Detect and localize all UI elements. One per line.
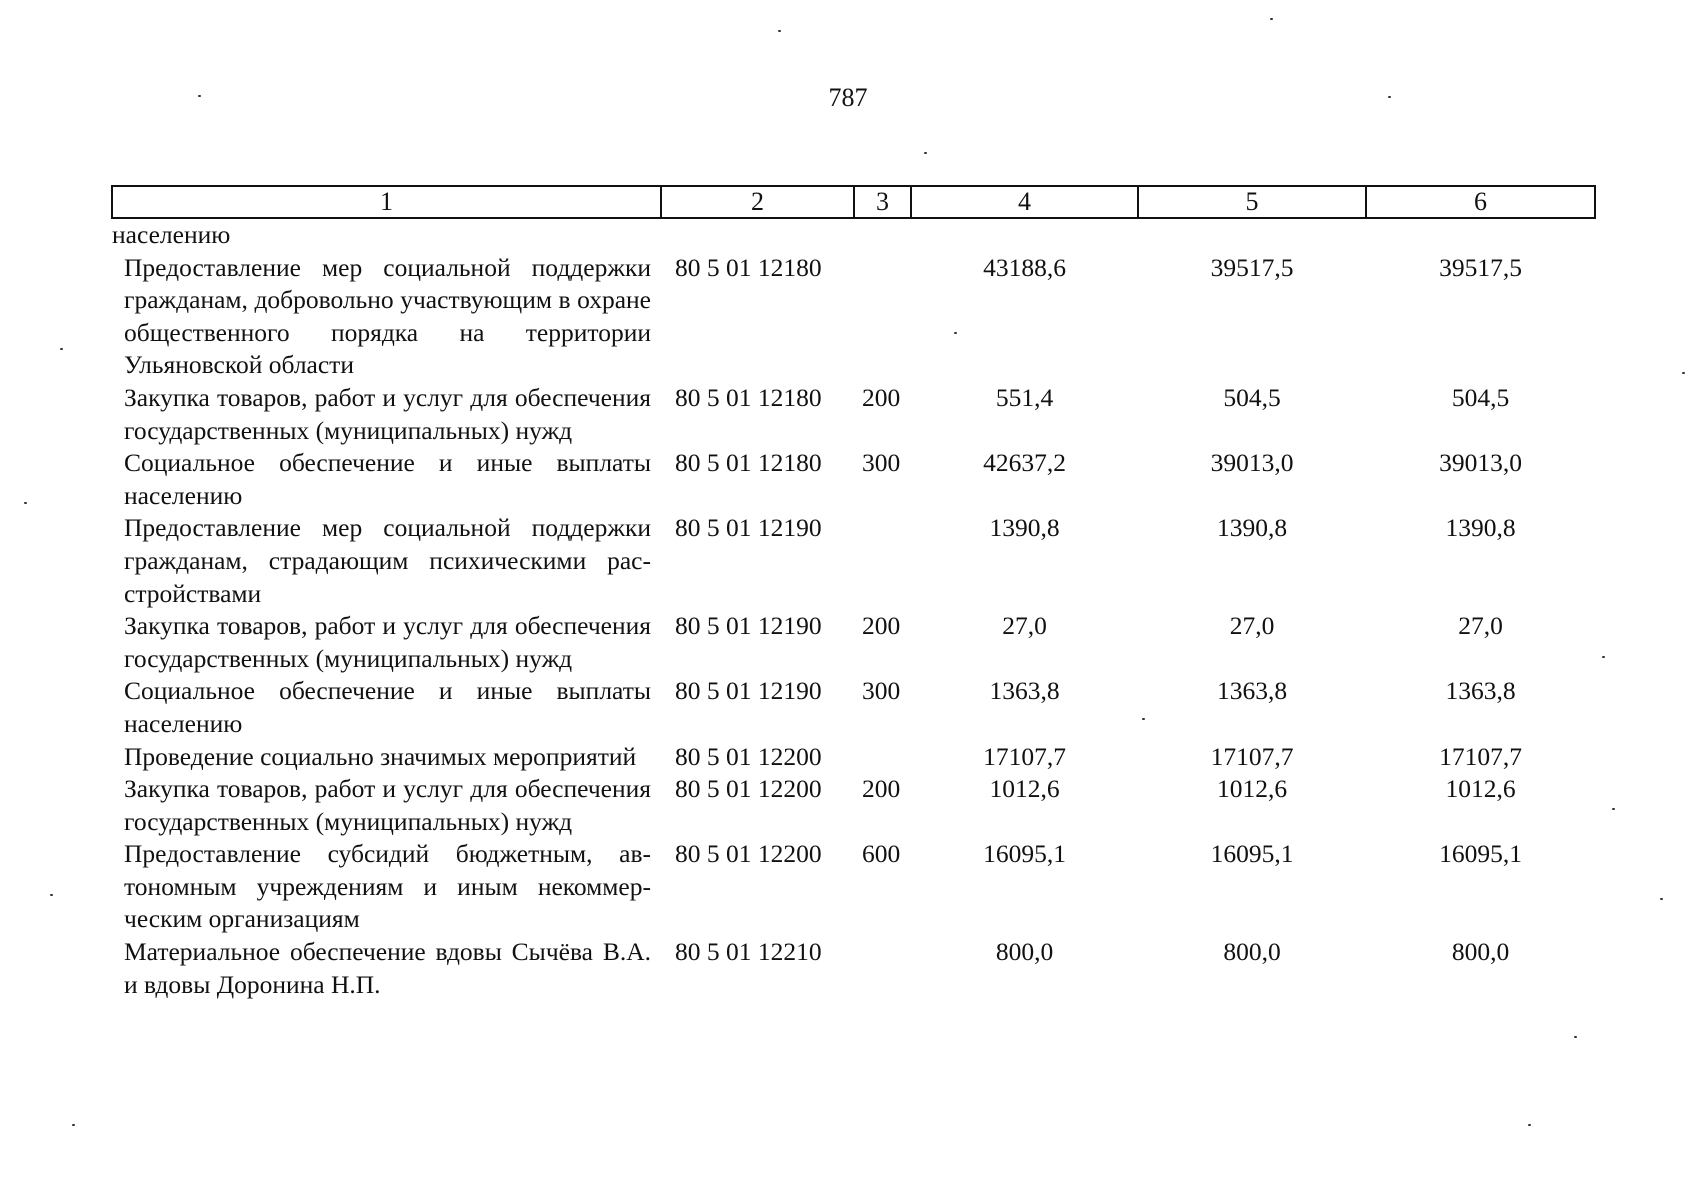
scan-speck xyxy=(198,95,201,97)
row-description: Проведение социально значимых мероприятий xyxy=(124,741,637,771)
row-value-col4: 43188,6 xyxy=(983,252,1066,282)
row-value-col5: 1012,6 xyxy=(1216,774,1288,804)
row-description: Предоставление мер социальной поддержки гражданам, страдающим психическими расстройствами xyxy=(124,513,651,608)
scan-speck xyxy=(1612,808,1615,810)
row-value-col4: 16095,1 xyxy=(983,839,1066,869)
table-row xyxy=(112,218,1595,252)
table-row xyxy=(112,936,1595,1001)
row-value-col5: 16095,1 xyxy=(1210,839,1294,869)
table-row xyxy=(112,773,1595,838)
row-expense-type: 300 xyxy=(862,676,901,706)
row-target-code: 80 5 01 12190 xyxy=(675,611,822,641)
row-target-code: 80 5 01 12200 xyxy=(675,839,822,869)
row-expense-type: 300 xyxy=(862,448,901,478)
header-col-2: 2 xyxy=(661,186,854,218)
scan-speck xyxy=(50,894,53,896)
row-value-col5: 800,0 xyxy=(1223,937,1281,967)
table-row xyxy=(112,610,1595,675)
row-value-col4: 42637,2 xyxy=(983,448,1066,478)
row-target-code: 80 5 01 12210 xyxy=(675,937,822,967)
row-value-col4: 1390,8 xyxy=(989,513,1060,543)
row-value-col5: 504,5 xyxy=(1223,382,1281,412)
scan-speck xyxy=(24,502,27,504)
row-description: Социальное обеспечение и иные выплаты населению xyxy=(124,676,651,738)
row-expense-type xyxy=(854,936,911,1001)
row-target-code: 80 5 01 12200 xyxy=(675,741,822,771)
row-expense-type xyxy=(854,252,911,382)
table-row xyxy=(112,675,1595,740)
row-value-col6: 800,0 xyxy=(1451,937,1510,967)
scan-speck xyxy=(1602,656,1605,658)
table-row xyxy=(112,512,1595,610)
row-expense-type: 200 xyxy=(862,611,901,641)
row-target-code: 80 5 01 12200 xyxy=(675,774,822,804)
row-value-col5: 17107,7 xyxy=(1210,741,1294,771)
row-expense-type: 200 xyxy=(862,774,901,804)
row-expense-type xyxy=(854,512,911,610)
scan-speck xyxy=(60,348,63,350)
table-header xyxy=(112,186,1595,218)
table-body xyxy=(112,218,1595,1001)
budget-table xyxy=(111,185,1596,1001)
table-row xyxy=(112,252,1595,382)
scan-speck xyxy=(1270,18,1273,20)
row-target-code: 80 5 01 12180 xyxy=(675,252,822,282)
row-value-col6: 17107,7 xyxy=(1439,741,1522,771)
row-description: Закупка товаров, работ и услуг для обеспечения государственных (муниципальных) нужд xyxy=(124,382,651,445)
row-value-col5: 1363,8 xyxy=(1216,676,1288,706)
row-value-col6: 1012,6 xyxy=(1445,774,1516,804)
row-target-code xyxy=(661,218,854,252)
budget-table-container xyxy=(111,185,1594,1001)
row-value-col6: 39013,0 xyxy=(1439,448,1522,478)
scan-speck xyxy=(72,1124,75,1126)
row-description: Предоставление субсидий бюджетным, автономным учреждениям и иным некоммерческим организациям xyxy=(124,839,651,934)
header-col-3: 3 xyxy=(854,186,911,218)
row-value-col6: 16095,1 xyxy=(1439,839,1522,869)
row-expense-type: 200 xyxy=(862,382,901,412)
header-col-5: 5 xyxy=(1138,186,1366,218)
row-target-code: 80 5 01 12180 xyxy=(675,382,822,412)
row-value-col4: 800,0 xyxy=(995,937,1054,967)
row-description: Материальное обеспечение вдовы Сычёва В.А. и вдовы Доронина Н.П. xyxy=(124,937,651,999)
scan-speck xyxy=(778,30,781,32)
scan-speck xyxy=(1388,96,1391,98)
row-value-col6: 1363,8 xyxy=(1445,676,1516,706)
page-number: 787 xyxy=(828,83,868,112)
row-value-col6: 27,0 xyxy=(1458,611,1503,641)
row-description: Социальное обеспечение и иные выплаты населению xyxy=(124,448,651,510)
row-description: населению xyxy=(112,220,231,249)
header-col-1: 1 xyxy=(112,186,661,218)
row-target-code: 80 5 01 12190 xyxy=(675,676,822,706)
row-value-col6: 39517,5 xyxy=(1439,252,1522,282)
scan-speck xyxy=(954,332,957,334)
row-value-col4: 1012,6 xyxy=(989,774,1060,804)
table-row xyxy=(112,447,1595,512)
row-value-col4 xyxy=(911,218,1138,252)
row-value-col4: 27,0 xyxy=(1002,611,1047,641)
row-description: Закупка товаров, работ и услуг для обеспечения государственных (муниципальных) нужд xyxy=(124,611,651,673)
table-row xyxy=(112,382,1595,447)
row-description: Закупка товаров, работ и услуг для обеспечения государственных (муниципальных) нужд xyxy=(124,774,651,836)
row-expense-type xyxy=(854,218,911,252)
scan-speck xyxy=(1682,372,1685,374)
row-target-code: 80 5 01 12190 xyxy=(675,513,822,543)
scan-speck xyxy=(1660,898,1663,900)
row-value-col5 xyxy=(1138,218,1366,252)
table-row xyxy=(112,741,1595,774)
row-value-col5: 39517,5 xyxy=(1210,252,1294,282)
row-value-col5: 39013,0 xyxy=(1210,448,1294,478)
header-col-4: 4 xyxy=(911,186,1138,218)
row-value-col4: 551,4 xyxy=(995,382,1054,412)
row-value-col5: 27,0 xyxy=(1229,611,1275,641)
row-value-col6: 504,5 xyxy=(1451,382,1510,412)
scan-speck xyxy=(1528,1124,1531,1126)
row-description: Предоставление мер социальной поддержки гражданам, добровольно участвующим в охране общественного порядка на территории Ульяновской области xyxy=(124,252,651,380)
header-row xyxy=(112,186,1595,218)
row-value-col5: 1390,8 xyxy=(1216,513,1288,543)
row-value-col4: 1363,8 xyxy=(989,676,1060,706)
table-row xyxy=(112,838,1595,936)
scan-speck xyxy=(924,152,927,154)
scan-speck xyxy=(1574,1036,1577,1038)
scan-speck xyxy=(1142,718,1145,720)
row-expense-type: 600 xyxy=(862,839,901,869)
header-col-6: 6 xyxy=(1366,186,1595,218)
row-expense-type xyxy=(854,741,911,774)
row-value-col6: 1390,8 xyxy=(1445,513,1516,543)
row-value-col6 xyxy=(1366,218,1595,252)
row-value-col4: 17107,7 xyxy=(983,741,1066,771)
row-target-code: 80 5 01 12180 xyxy=(675,448,822,478)
